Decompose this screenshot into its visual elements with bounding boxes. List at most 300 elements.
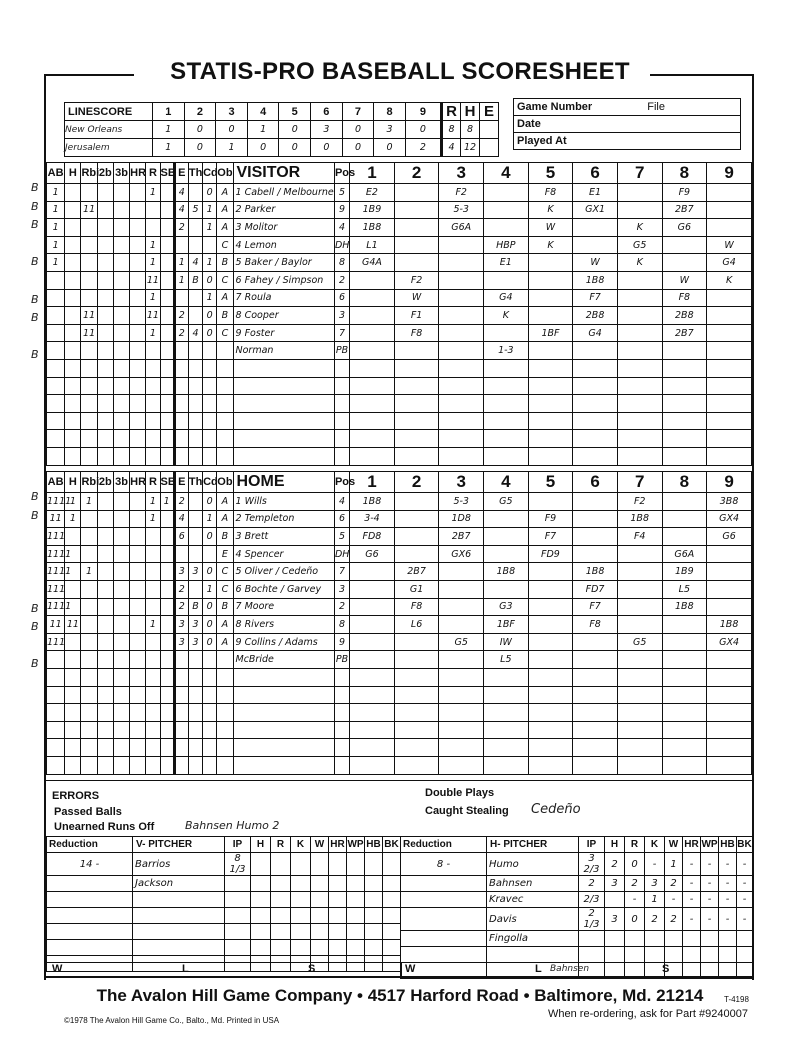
stat-cell <box>113 342 129 360</box>
stat-cell <box>146 756 160 774</box>
pitching-stat: - <box>737 908 753 931</box>
inning-header: 6 <box>573 163 618 184</box>
at-bat-result: K <box>484 307 529 325</box>
home-batter-row <box>47 704 752 722</box>
at-bat-result <box>439 756 484 774</box>
at-bat-result: E1 <box>484 254 529 272</box>
pitching-stat <box>311 876 329 892</box>
visitor-batter-row <box>47 430 752 448</box>
stat-cell <box>146 342 160 360</box>
batter-position <box>334 447 349 465</box>
pitching-stat <box>329 924 347 940</box>
stat-cell <box>160 430 174 448</box>
at-bat-result <box>617 324 662 342</box>
stat-cell <box>146 633 160 651</box>
batter-position <box>334 721 349 739</box>
at-bat-result <box>573 651 618 669</box>
batter-name: 6 Bochte / Garvey <box>233 580 334 598</box>
stat-cell <box>160 219 174 237</box>
visitor-row-mark: B <box>31 292 39 306</box>
stat-cell <box>113 563 129 581</box>
at-bat-result <box>350 271 395 289</box>
inning-header: 5 <box>528 163 573 184</box>
at-bat-result <box>573 342 618 360</box>
at-bat-result: F2 <box>439 184 484 202</box>
stat-cell <box>113 412 129 430</box>
home-batter-row <box>47 651 752 669</box>
reduction-value <box>47 876 133 892</box>
stat-col-header: AB <box>47 163 65 184</box>
player-info-cell <box>188 377 202 395</box>
at-bat-result <box>662 633 707 651</box>
player-info-cell <box>174 289 188 307</box>
player-info-cell: 4 <box>174 184 188 202</box>
stat-cell <box>65 395 81 413</box>
stat-cell <box>130 430 146 448</box>
innings-pitched <box>579 947 605 963</box>
at-bat-result <box>394 493 439 511</box>
stat-col-header: Rbi <box>81 472 97 493</box>
pitching-stat <box>719 947 737 963</box>
inning-header: 6 <box>573 472 618 493</box>
stat-cell <box>81 447 97 465</box>
batter-name <box>233 704 334 722</box>
visitor-batter-row <box>47 307 752 325</box>
pitching-stat: - <box>683 908 701 931</box>
stat-cell <box>47 412 65 430</box>
at-bat-result: 1BF <box>528 324 573 342</box>
at-bat-result: F9 <box>662 184 707 202</box>
stat-cell: 1 <box>146 493 160 511</box>
at-bat-result <box>707 359 752 377</box>
pitching-stat <box>683 931 701 947</box>
stat-cell: 1 <box>146 324 160 342</box>
batter-name: 4 Spencer <box>233 545 334 563</box>
stat-col-header: AB <box>47 472 65 493</box>
at-bat-result: K <box>617 254 662 272</box>
form-code: T-4198 <box>724 995 749 1004</box>
at-bat-result <box>573 545 618 563</box>
player-info-cell <box>174 651 188 669</box>
at-bat-result <box>573 359 618 377</box>
player-info-cell <box>174 359 188 377</box>
innings-pitched <box>225 940 251 956</box>
at-bat-result <box>394 395 439 413</box>
at-bat-result: F8 <box>662 289 707 307</box>
company-footer: The Avalon Hill Game Company • 4517 Harford Road • Baltimore, Md. 21214 <box>96 986 704 1005</box>
at-bat-result: 2B7 <box>662 324 707 342</box>
stat-cell <box>97 359 113 377</box>
batter-name: McBride <box>233 651 334 669</box>
pitching-stat <box>625 931 645 947</box>
at-bat-result <box>439 395 484 413</box>
at-bat-result: 1B8 <box>484 563 529 581</box>
visitor-pitcher-row <box>47 853 401 876</box>
pitching-stat <box>251 853 271 876</box>
stat-cell <box>160 668 174 686</box>
home-batter-row <box>47 528 752 546</box>
player-info-cell: 2 <box>174 307 188 325</box>
at-bat-result <box>439 686 484 704</box>
reduction-label: Reduction <box>401 837 487 853</box>
player-info-cell <box>188 412 202 430</box>
player-info-cell <box>217 377 233 395</box>
at-bat-result <box>662 510 707 528</box>
at-bat-result <box>350 307 395 325</box>
pitcher-name: Davis <box>487 908 579 931</box>
player-info-cell: 1 <box>203 219 217 237</box>
at-bat-result <box>439 289 484 307</box>
player-info-cell <box>188 395 202 413</box>
at-bat-result <box>439 739 484 757</box>
stat-cell <box>97 563 113 581</box>
player-info-cell <box>174 395 188 413</box>
sheet-title: STATIS-PRO BASEBALL SCORESHEET <box>170 58 630 85</box>
inning-header: 2 <box>394 472 439 493</box>
pitching-col-header: IP <box>225 837 251 853</box>
at-bat-result <box>484 219 529 237</box>
stat-cell: 1 <box>47 219 65 237</box>
at-bat-result <box>617 756 662 774</box>
player-info-cell <box>188 580 202 598</box>
stat-cell <box>81 412 97 430</box>
visitor-batter-row <box>47 236 752 254</box>
pitching-stat <box>329 940 347 956</box>
stat-col-header: HR <box>130 472 146 493</box>
pitching-stat: - <box>719 908 737 931</box>
stat-cell <box>81 271 97 289</box>
home-batter-row <box>47 721 752 739</box>
player-col-header: E <box>174 163 188 184</box>
stat-cell <box>113 510 129 528</box>
at-bat-result <box>617 580 662 598</box>
batter-position <box>334 756 349 774</box>
stat-cell <box>65 580 81 598</box>
stat-cell: 11 <box>81 307 97 325</box>
player-info-cell: C <box>217 324 233 342</box>
at-bat-result: K <box>617 219 662 237</box>
stat-col-header: HR <box>130 163 146 184</box>
pitching-stat <box>291 892 311 908</box>
player-info-cell: C <box>217 580 233 598</box>
at-bat-result <box>350 289 395 307</box>
at-bat-result <box>484 412 529 430</box>
at-bat-result <box>617 377 662 395</box>
at-bat-result: GX1 <box>573 201 618 219</box>
stat-cell <box>81 598 97 616</box>
at-bat-result: 1B8 <box>350 493 395 511</box>
at-bat-result: 1-3 <box>484 342 529 360</box>
pitching-stat <box>365 853 383 876</box>
pitching-stat: 2 <box>665 908 683 931</box>
at-bat-result <box>662 430 707 448</box>
batter-name: 6 Fahey / Simpson <box>233 271 334 289</box>
pitching-stat <box>347 924 365 940</box>
at-bat-result <box>617 598 662 616</box>
at-bat-result: 3-4 <box>350 510 395 528</box>
stat-cell <box>130 184 146 202</box>
visitor-pitcher-row <box>47 924 401 940</box>
stat-cell <box>113 616 129 634</box>
at-bat-result <box>707 307 752 325</box>
visitor-row-mark: B <box>31 255 39 269</box>
at-bat-result <box>350 721 395 739</box>
at-bat-result <box>707 580 752 598</box>
stat-cell <box>65 377 81 395</box>
stat-cell <box>130 359 146 377</box>
at-bat-result <box>662 651 707 669</box>
player-info-cell: 0 <box>203 184 217 202</box>
at-bat-result <box>707 721 752 739</box>
visitor-batter-row <box>47 184 752 202</box>
stat-cell: 1 <box>47 201 65 219</box>
player-info-cell <box>174 342 188 360</box>
stat-cell <box>81 580 97 598</box>
inning-header: 7 <box>617 472 662 493</box>
pitcher-name: Jackson <box>133 876 225 892</box>
at-bat-result: HBP <box>484 236 529 254</box>
at-bat-result <box>394 377 439 395</box>
at-bat-result <box>439 651 484 669</box>
stat-cell <box>47 721 65 739</box>
at-bat-result: G4A <box>350 254 395 272</box>
visitor-batter-row <box>47 377 752 395</box>
pitching-col-header: H <box>251 837 271 853</box>
at-bat-result <box>617 704 662 722</box>
pitching-stat <box>365 908 383 924</box>
pitching-stat <box>365 892 383 908</box>
at-bat-result <box>394 359 439 377</box>
at-bat-result <box>617 668 662 686</box>
stat-cell <box>65 756 81 774</box>
reduction-value <box>401 892 487 908</box>
batter-position: 6 <box>334 510 349 528</box>
stat-cell <box>160 510 174 528</box>
at-bat-result <box>394 447 439 465</box>
batter-position: 6 <box>334 289 349 307</box>
stat-col-header: H <box>65 163 81 184</box>
at-bat-result: W <box>662 271 707 289</box>
pitching-stat <box>737 947 753 963</box>
at-bat-result: 1B8 <box>617 510 662 528</box>
at-bat-result <box>573 686 618 704</box>
at-bat-result: 1B9 <box>350 201 395 219</box>
pitching-col-header: K <box>291 837 311 853</box>
at-bat-result <box>394 412 439 430</box>
pitching-stat <box>383 908 401 924</box>
player-info-cell: 3 <box>188 563 202 581</box>
at-bat-result <box>439 324 484 342</box>
visitor-grid <box>46 162 752 466</box>
pitcher-name <box>133 940 225 956</box>
at-bat-result: 2B8 <box>662 307 707 325</box>
stat-cell: 1111 <box>47 545 65 563</box>
stat-cell <box>97 756 113 774</box>
player-info-cell <box>174 668 188 686</box>
at-bat-result <box>484 377 529 395</box>
player-info-cell <box>203 395 217 413</box>
at-bat-result: 1B8 <box>350 219 395 237</box>
at-bat-result <box>350 412 395 430</box>
player-info-cell <box>203 236 217 254</box>
stat-cell <box>81 704 97 722</box>
stat-cell <box>97 739 113 757</box>
pitching-stat: 3 <box>605 908 625 931</box>
player-col-header: E <box>174 472 188 493</box>
player-info-cell <box>203 430 217 448</box>
player-info-cell: A <box>217 289 233 307</box>
stat-cell: 11 <box>146 307 160 325</box>
at-bat-result <box>528 307 573 325</box>
stat-col-header: 3b <box>113 163 129 184</box>
date-label: Date <box>514 116 741 133</box>
at-bat-result <box>350 598 395 616</box>
at-bat-result: G5 <box>484 493 529 511</box>
pitching-stat: 3 <box>605 876 625 892</box>
reduction-value: 8 - <box>401 853 487 876</box>
pitching-col-header: W <box>311 837 329 853</box>
stat-cell: 111 <box>47 528 65 546</box>
player-info-cell <box>188 510 202 528</box>
pitching-stat: 2 <box>605 853 625 876</box>
at-bat-result <box>528 395 573 413</box>
batter-name <box>233 377 334 395</box>
player-info-cell <box>217 651 233 669</box>
at-bat-result <box>707 686 752 704</box>
at-bat-result <box>707 430 752 448</box>
at-bat-result <box>617 271 662 289</box>
stat-cell <box>97 721 113 739</box>
at-bat-result: F8 <box>573 616 618 634</box>
home-row-mark: B <box>31 620 39 634</box>
at-bat-result: FD9 <box>528 545 573 563</box>
pitching-stat <box>383 924 401 940</box>
at-bat-result <box>617 651 662 669</box>
stat-cell <box>81 668 97 686</box>
at-bat-result: G6 <box>662 219 707 237</box>
at-bat-result <box>350 633 395 651</box>
at-bat-result <box>573 412 618 430</box>
at-bat-result <box>617 616 662 634</box>
visitor-row-mark: B <box>31 218 39 232</box>
player-info-cell: 0 <box>203 598 217 616</box>
stat-col-header: 2b <box>97 163 113 184</box>
at-bat-result <box>573 739 618 757</box>
at-bat-result <box>707 289 752 307</box>
stat-cell <box>130 201 146 219</box>
stat-cell <box>160 289 174 307</box>
home-pitcher-row <box>401 947 753 963</box>
stat-cell <box>160 739 174 757</box>
pitching-stat <box>251 892 271 908</box>
stat-cell: 11 <box>81 201 97 219</box>
stat-cell <box>65 686 81 704</box>
stat-cell <box>160 633 174 651</box>
at-bat-result: W <box>573 254 618 272</box>
stat-cell <box>160 324 174 342</box>
stat-cell <box>160 704 174 722</box>
stat-cell <box>160 563 174 581</box>
player-info-cell: A <box>217 219 233 237</box>
visitor-pitcher-row <box>47 940 401 956</box>
player-info-cell: B <box>217 598 233 616</box>
stat-cell <box>113 598 129 616</box>
at-bat-result: F4 <box>617 528 662 546</box>
pitching-stat <box>251 908 271 924</box>
stat-cell <box>113 236 129 254</box>
home-pitching-table <box>400 836 753 979</box>
stat-cell: 1111 <box>47 493 65 511</box>
player-info-cell: 4 <box>174 510 188 528</box>
stat-cell: 1 <box>65 493 81 511</box>
stat-cell <box>130 377 146 395</box>
player-info-cell <box>217 359 233 377</box>
at-bat-result <box>394 201 439 219</box>
stat-cell: 1 <box>146 254 160 272</box>
at-bat-result <box>528 668 573 686</box>
stat-cell <box>113 219 129 237</box>
at-bat-result: G6A <box>439 219 484 237</box>
at-bat-result <box>573 704 618 722</box>
player-info-cell <box>174 721 188 739</box>
stat-cell <box>113 359 129 377</box>
at-bat-result <box>617 342 662 360</box>
batter-position: DH <box>334 545 349 563</box>
stat-cell <box>130 756 146 774</box>
at-bat-result <box>573 510 618 528</box>
at-bat-result <box>484 201 529 219</box>
stat-cell <box>97 184 113 202</box>
stat-cell: 1 <box>47 254 65 272</box>
at-bat-result <box>528 633 573 651</box>
stat-cell <box>47 739 65 757</box>
at-bat-result <box>662 359 707 377</box>
batter-name: 4 Lemon <box>233 236 334 254</box>
stat-cell <box>97 633 113 651</box>
stat-cell <box>65 668 81 686</box>
pitching-col-header: HB <box>719 837 737 853</box>
at-bat-result <box>484 739 529 757</box>
stat-cell <box>113 324 129 342</box>
pitching-stat <box>329 853 347 876</box>
at-bat-result <box>662 395 707 413</box>
stat-cell <box>160 377 174 395</box>
at-bat-result: 2B8 <box>573 307 618 325</box>
at-bat-result <box>439 580 484 598</box>
player-info-cell <box>217 704 233 722</box>
at-bat-result: G3 <box>484 598 529 616</box>
batter-name: 7 Roula <box>233 289 334 307</box>
pitching-stat <box>625 947 645 963</box>
at-bat-result <box>573 430 618 448</box>
pitching-stat <box>347 940 365 956</box>
batter-name <box>233 686 334 704</box>
stat-cell <box>113 447 129 465</box>
stat-cell <box>97 342 113 360</box>
home-batter-row <box>47 580 752 598</box>
player-info-cell <box>217 447 233 465</box>
linescore-row-visitor: New Orleans 1 0 0 1 0 3 0 3 0 8 8 <box>65 121 499 139</box>
stat-cell <box>146 359 160 377</box>
at-bat-result <box>662 739 707 757</box>
stat-cell <box>113 756 129 774</box>
stat-col-header: SB <box>160 163 174 184</box>
home-l-label: L <box>535 963 542 975</box>
player-info-cell <box>188 430 202 448</box>
player-info-cell: 6 <box>174 528 188 546</box>
stat-cell <box>146 563 160 581</box>
stat-cell <box>97 307 113 325</box>
